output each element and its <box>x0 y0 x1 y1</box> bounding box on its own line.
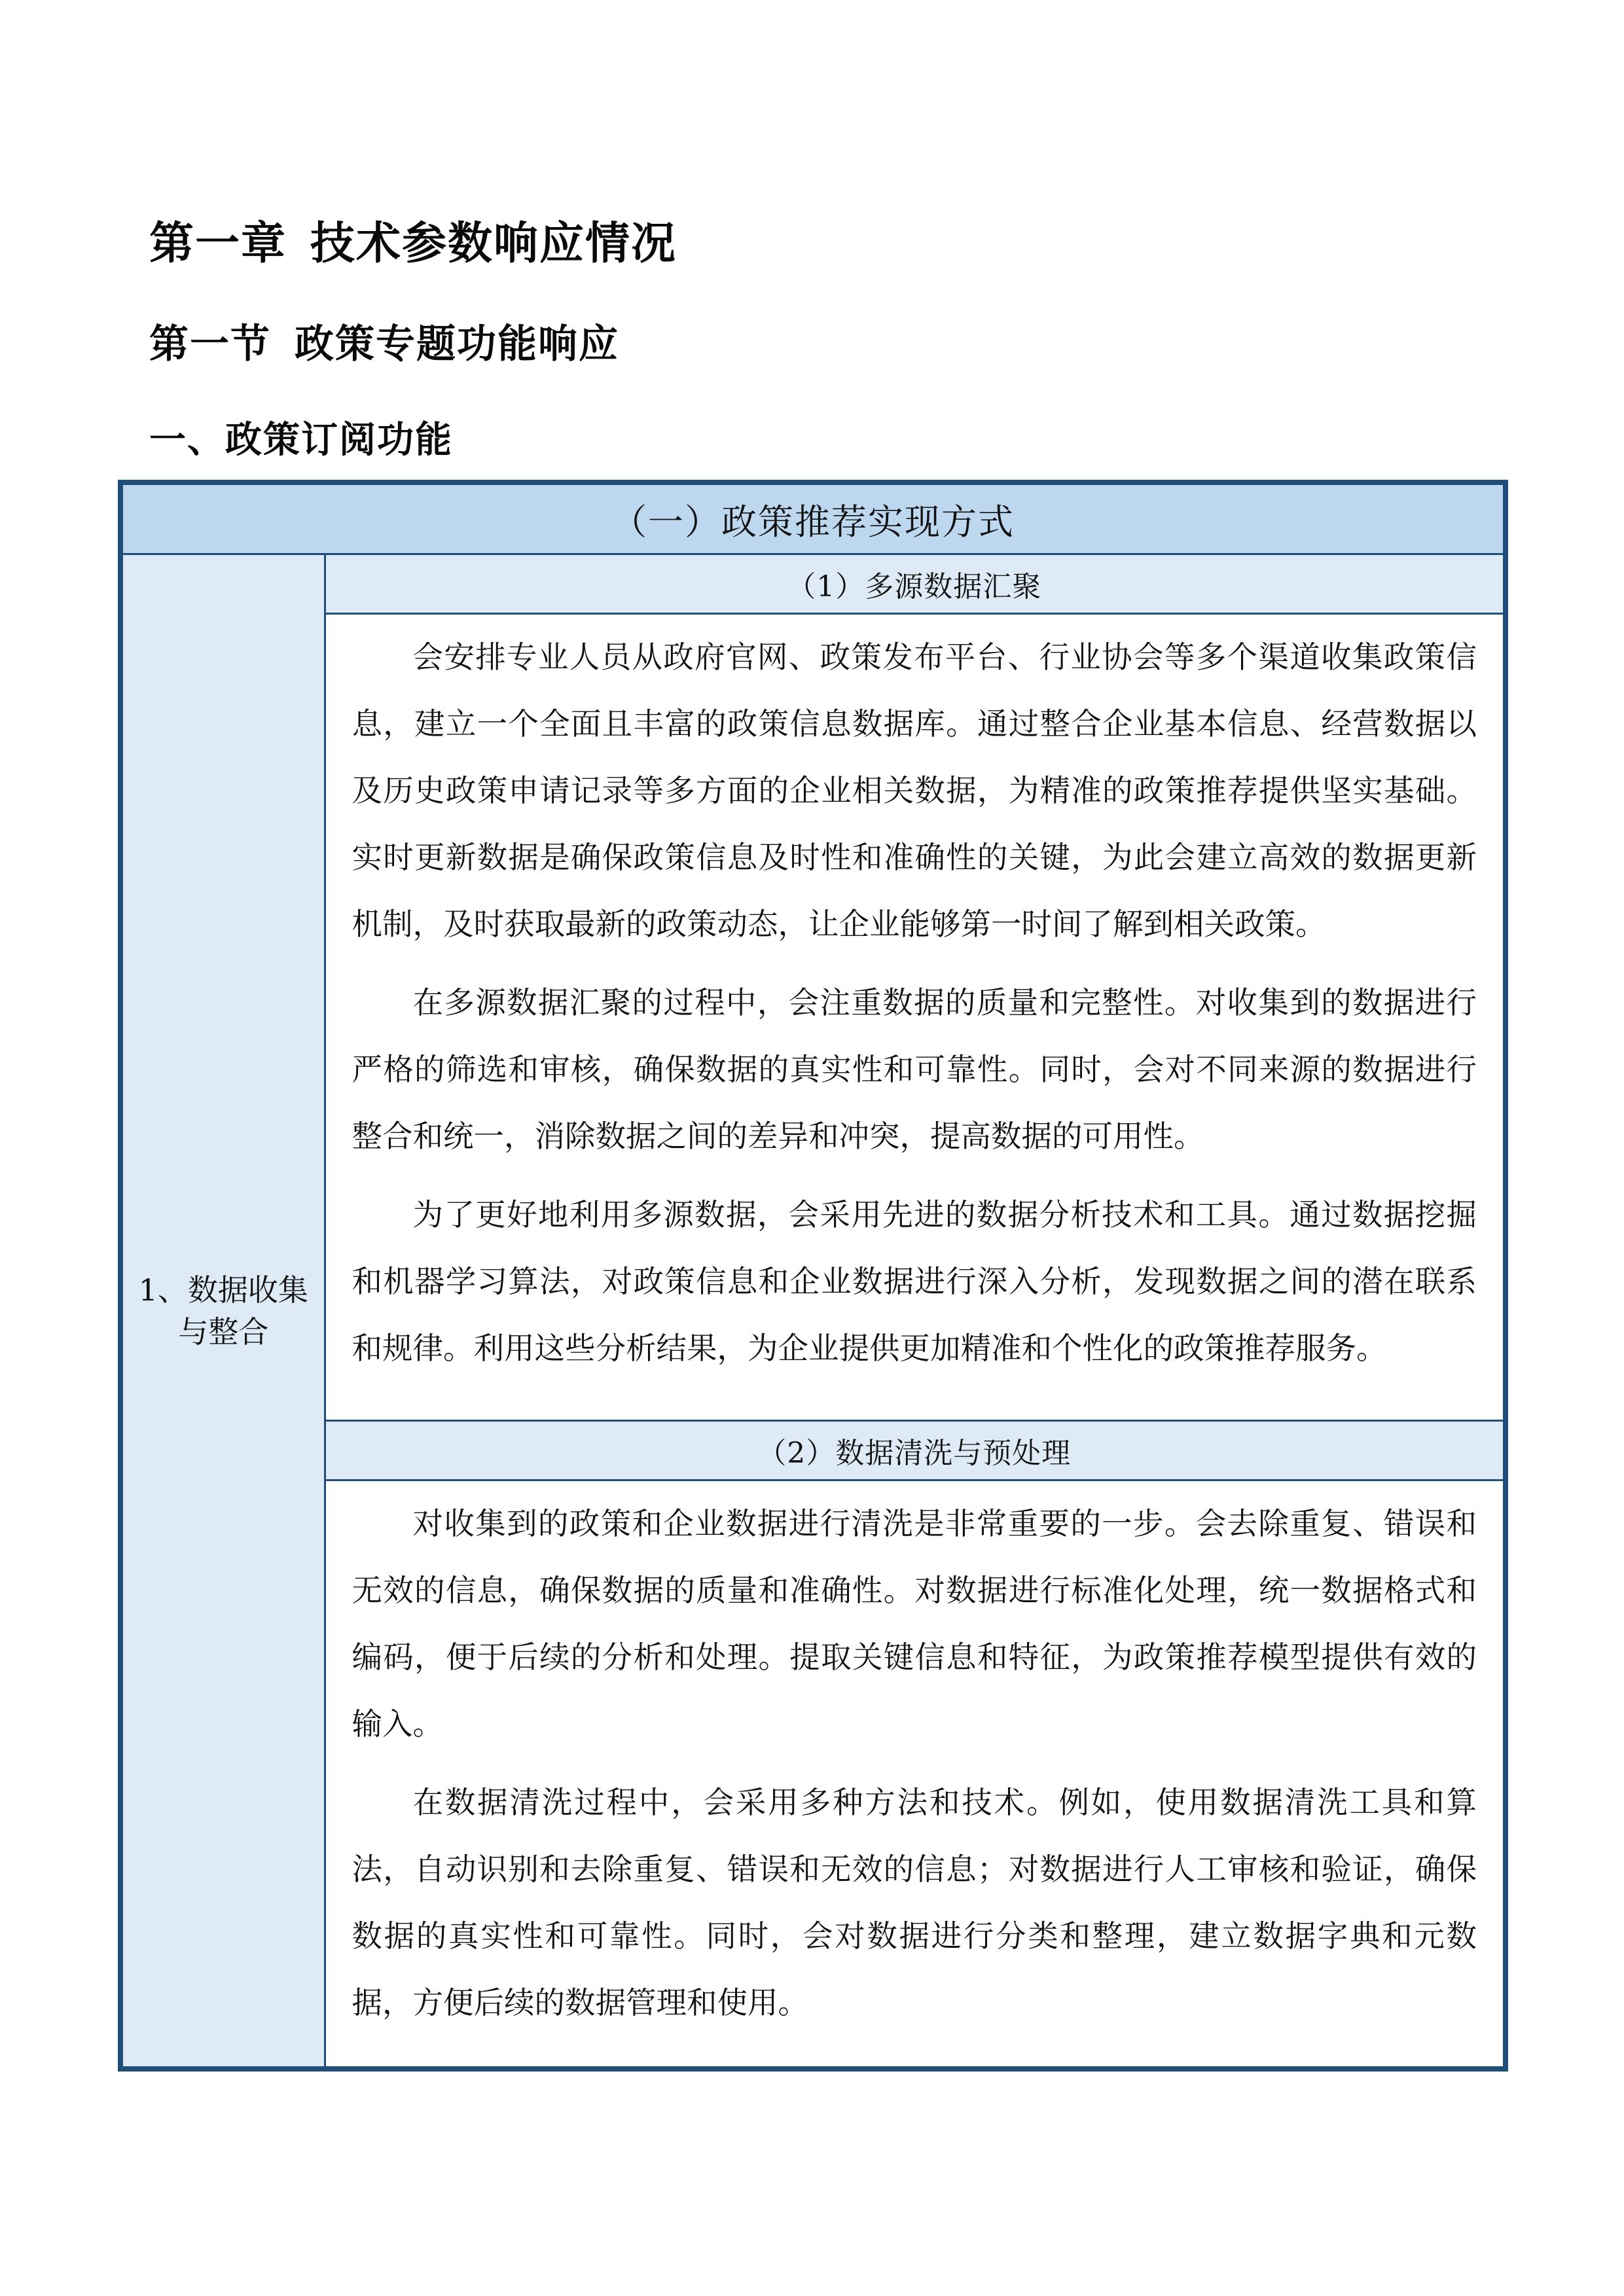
block-1-body-row <box>120 614 1506 1421</box>
block-2-paragraph-2: 在数据清洗过程中，会采用多种方法和技术。例如，使用数据清洗工具和算法，自动识别和去除重复、错误和无效的信息；对数据进行人工审核和验证，确保数据的真实性和可靠性。同时，会对数据进行分类和整理，建立数据字典和元数据，方便后续的数据管理和使用。 <box>352 1785 1477 2021</box>
chapter-number: 第一章 <box>149 218 287 270</box>
section-name: 政策专题功能响应 <box>295 321 619 367</box>
block-2-body <box>325 1480 1506 2069</box>
subsection-title: 一、政策订阅功能 <box>149 419 453 461</box>
block-1-header: （1）多源数据汇聚 <box>325 554 1506 614</box>
block-2-body-row <box>120 1480 1506 2069</box>
table-title-row <box>120 482 1506 554</box>
block-1-paragraph-3: 为了更好地利用多源数据，会采用先进的数据分析技术和工具。通过数据挖掘和机器学习算法，对政策信息和企业数据进行深入分析，发现数据之间的潜在联系和规律。利用这些分析结果，为企业提供更加精准和个性化的政策推荐服务。 <box>352 1197 1477 1366</box>
block-1-header-row <box>120 554 1506 614</box>
block-1-paragraph-1: 会安排专业人员从政府官网、政策发布平台、行业协会等多个渠道收集政策信息，建立一个全面且丰富的政策信息数据库。通过整合企业基本信息、经营数据以及历史政策申请记录等多方面的企业相关数据，为精准的政策推荐提供坚实基础。实时更新数据是确保政策信息及时性和准确性的关键，为此会建立高效的数据更新机制，及时获取最新的政策动态，让企业能够第一时间了解到相关政策。 <box>352 639 1477 942</box>
block-1-paragraph-2: 在多源数据汇聚的过程中，会注重数据的质量和完整性。对收集到的数据进行严格的筛选和审核，确保数据的真实性和可靠性。同时，会对不同来源的数据进行整合和统一，消除数据之间的差异和冲突，提高数据的可用性。 <box>352 985 1477 1154</box>
chapter-title <box>149 208 677 272</box>
block-2-header-row <box>120 1421 1506 1480</box>
content-table <box>118 480 1508 2072</box>
section-title <box>149 313 619 369</box>
block-2-header: （2）数据清洗与预处理 <box>325 1421 1506 1480</box>
block-2-paragraph-1: 对收集到的政策和企业数据进行清洗是非常重要的一步。会去除重复、错误和无效的信息，确保数据的质量和准确性。对数据进行标准化处理，统一数据格式和编码，便于后续的分析和处理。提取关键信息和特征，为政策推荐模型提供有效的输入。 <box>352 1506 1477 1742</box>
chapter-name: 技术参数响应情况 <box>310 218 677 270</box>
section-number: 第一节 <box>149 321 271 367</box>
block-1-body <box>325 614 1506 1421</box>
table-title: （一）政策推荐实现方式 <box>120 482 1506 554</box>
row-label: 1、数据收集与整合 <box>120 554 325 2070</box>
